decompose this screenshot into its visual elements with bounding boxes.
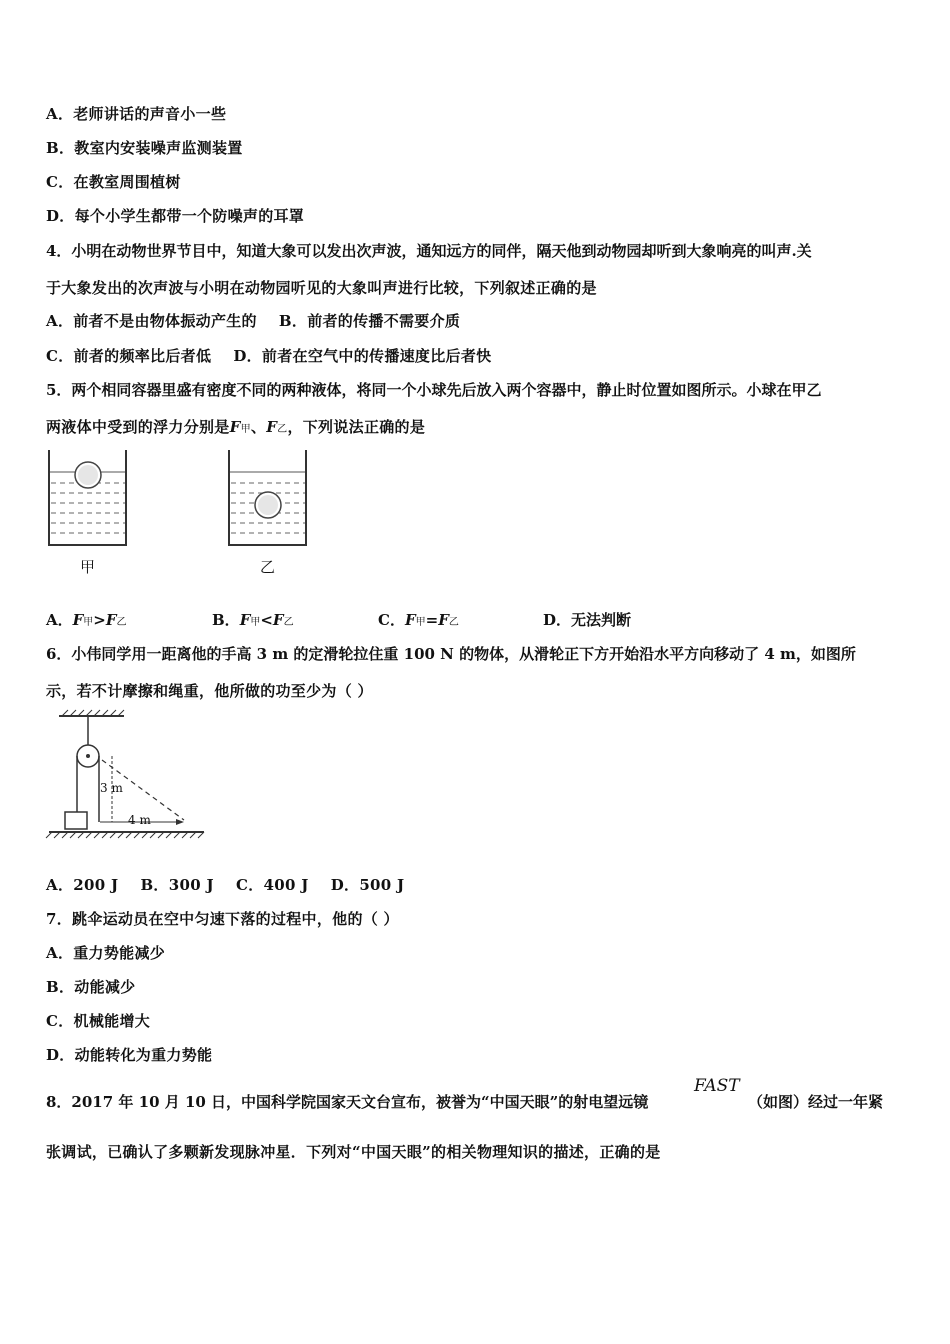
label-yi: 乙	[260, 558, 276, 576]
q3-option-c: C．在教室周围植树	[46, 173, 181, 191]
label-3m: 3 m	[100, 781, 123, 795]
q5-stem-line1: 5．两个相同容器里盛有密度不同的两种液体，将同一个小球先后放入两个容器中，静止时位置如图所示。小球在甲乙	[46, 381, 822, 399]
q7-option-c: C．机械能增大	[46, 1012, 151, 1030]
weight-block	[65, 812, 87, 829]
q6-stem-line1: 6．小伟同学用一距离他的手高 3 m 的定滑轮拉住重 100 N 的物体，从滑轮正下方开始沿水平方向移动了 4 m，如图所	[46, 645, 856, 663]
q8-stem-line2: 张调试，已确认了多颗新发现脉冲星．下列对“中国天眼”的相关物理知识的描述，正确的是	[46, 1143, 661, 1161]
q3-option-a: A．老师讲话的声音小一些	[46, 105, 227, 123]
q5-stem-text-end: ，下列说法正确的是	[287, 418, 426, 436]
q5-option-c: C．F甲=F乙	[378, 611, 459, 629]
q7-option-b: B．动能减少	[46, 978, 136, 996]
q5-option-d: D．无法判断	[543, 611, 632, 629]
q6-stem-line2: 示，若不计摩擦和绳重，他所做的功至少为（ ）	[46, 682, 373, 700]
q5-option-b: B．F甲<F乙	[212, 611, 294, 629]
q8-stem-line1b: （如图）经过一年紧	[748, 1093, 884, 1111]
q7-option-a: A．重力势能减少	[46, 944, 166, 962]
subscript-jia: 甲	[240, 424, 251, 435]
label-4m: 4 m	[128, 813, 151, 827]
fast-label: FAST	[694, 1076, 740, 1096]
q7-option-d: D．动能转化为重力势能	[46, 1046, 213, 1064]
q7-stem: 7．跳伞运动员在空中匀速下落的过程中，他的（ ）	[46, 910, 399, 928]
q4-options-line1: A．前者不是由物体振动产生的 B．前者的传播不需要介质	[46, 312, 461, 330]
q4-options-line2: C．前者的频率比后者低 D．前者在空气中的传播速度比后者快	[46, 347, 492, 365]
q4-stem-line2: 于大象发出的次声波与小明在动物园听见的大象叫声进行比较，下列叙述正确的是	[46, 279, 597, 297]
q3-option-b: B．教室内安装噪声监测装置	[46, 139, 243, 157]
container-yi	[229, 450, 306, 545]
q5-stem-line2	[46, 416, 425, 437]
q6-options: A．200 J B．300 J C．400 J D．500 J	[46, 876, 405, 894]
label-jia: 甲	[80, 558, 96, 576]
force-symbol: F	[266, 418, 278, 436]
q3-option-d: D．每个小学生都带一个防噪声的耳罩	[46, 207, 305, 225]
q8-stem-line1a: 8．2017 年 10 月 10 日，中国科学院国家天文台宣布，被誉为“中国天眼”的射电望远镜	[46, 1093, 649, 1111]
separator: 、	[250, 418, 267, 436]
subscript-yi: 乙	[277, 424, 288, 435]
container-jia	[49, 450, 126, 545]
q4-stem-line1: 4．小明在动物世界节目中，知道大象可以发出次声波，通知远方的同伴，隔天他到动物园却听到大象响亮的叫声.关	[46, 242, 812, 260]
q5-stem-text: 两液体中受到的浮力分别是	[46, 418, 230, 436]
q5-option-a: A．F甲>F乙	[46, 611, 127, 629]
force-symbol: F	[229, 418, 241, 436]
